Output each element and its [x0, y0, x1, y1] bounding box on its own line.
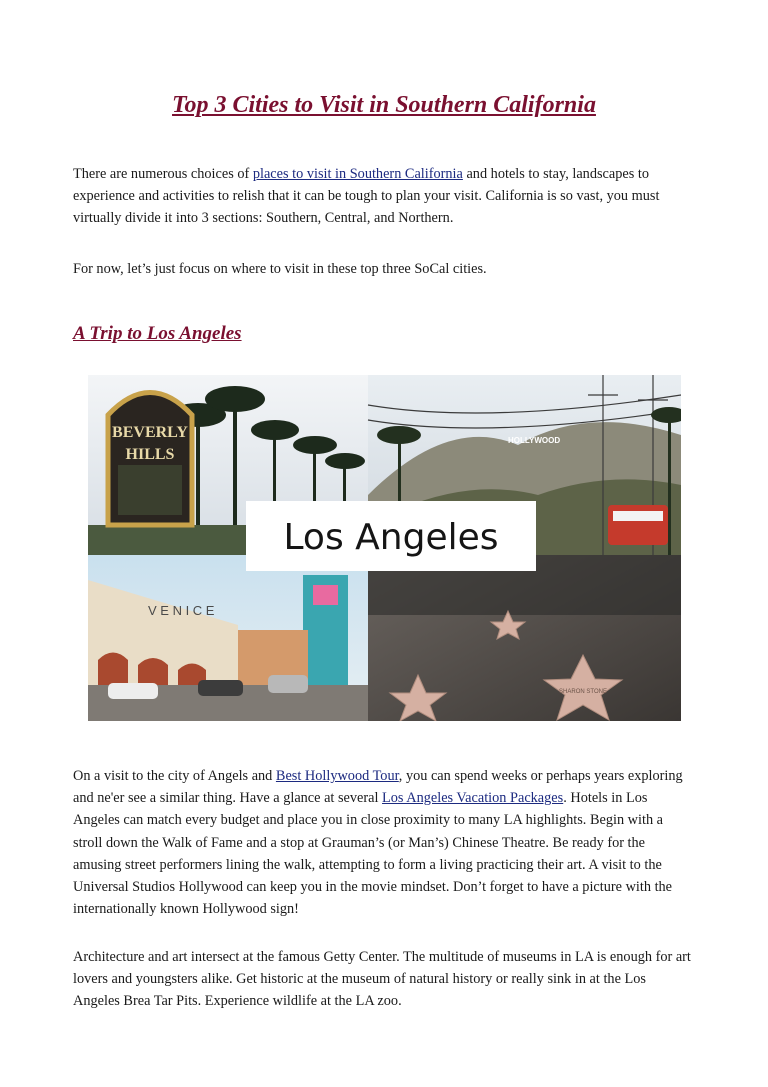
art-paragraph: Architecture and art intersect at the famous Getty Center. The multitude of museums in LA is enough for art lovers and youngsters alike. Get historic at the museum of natural history or really sink in at the Los Angeles Brea Tar Pits. Experience wildlife at the LA zoo.	[73, 949, 691, 1010]
page-title: Top 3 Cities to Visit in Southern California	[172, 92, 596, 118]
collage-svg	[88, 375, 681, 721]
la-text-1: On a visit to the city of Angels and	[73, 768, 276, 784]
places-to-visit-link[interactable]: places to visit in Southern California	[252, 166, 463, 182]
la-text-2: , you can spend weeks or perhaps years exploring and ne'er see a similar thing. Have a glance at several	[73, 768, 683, 807]
intro-text-1: There are numerous choices of	[73, 166, 253, 182]
best-hollywood-tour-link[interactable]: Best Hollywood Tour	[275, 768, 399, 784]
la-vacation-packages-link[interactable]: Los Angeles Vacation Packages	[382, 790, 564, 807]
svg-text:HOLLYWOOD: HOLLYWOOD	[508, 436, 561, 445]
los-angeles-label: Los Angeles	[283, 517, 499, 558]
svg-text:HILLS: HILLS	[125, 446, 175, 463]
intro-paragraph	[73, 163, 695, 230]
svg-text:SHARON STONE: SHARON STONE	[559, 689, 607, 695]
los-angeles-collage-image	[88, 375, 681, 721]
section-heading-los-angeles: A Trip to Los Angeles	[73, 323, 242, 344]
focus-paragraph: For now, let’s just focus on where to visit in these top three SoCal cities.	[73, 261, 487, 277]
la-paragraph	[73, 765, 695, 920]
svg-text:V E N I C E: V E N I C E	[148, 603, 215, 618]
intro-text-2: and hotels to stay, landscapes to experience and activities to relish that it can be tough to plan your visit. California is so vast, you must virtually divide it into 3 sections: Southern, Central, and Northern.	[73, 166, 660, 227]
la-text-3: . Hotels in Los Angeles can match every budget and place you in close proximity to many LA highlights. Begin with a stroll down the Walk of Fame and a stop at Grauman’s (or Man’s) Chinese Theatre. Be ready for the amusing street performers lining the walk, attempting to form a living practicing their art. A visit to the Universal Studios Hollywood can keep you in the movie mindset. Don’t forget to have a picture with the internationally known Hollywood sign!	[73, 790, 673, 918]
svg-text:BEVERLY: BEVERLY	[112, 424, 188, 441]
beverly-hills-sign	[108, 393, 192, 526]
